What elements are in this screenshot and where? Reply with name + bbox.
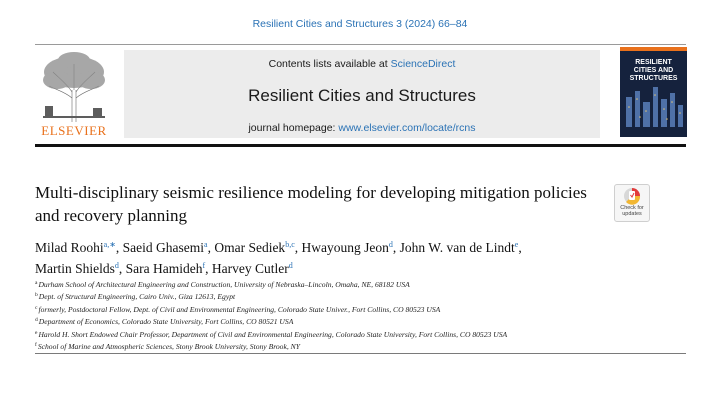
affiliation-key: f (35, 342, 37, 349)
badge-label (615, 205, 649, 217)
author-affiliation-marker[interactable]: d (288, 261, 293, 270)
author-name: John W. van de Lindt (399, 240, 515, 255)
author-affiliation-marker[interactable]: e (514, 240, 519, 249)
author-name: Martin Shields (35, 261, 115, 276)
affiliation-item (35, 328, 695, 340)
homepage-link[interactable]: www.elsevier.com/locate/rcns (338, 122, 476, 134)
cover-title-line-2: CITIES AND (633, 67, 674, 74)
affiliation-item (35, 340, 695, 352)
affiliation-list (35, 278, 695, 352)
author-5[interactable] (400, 240, 519, 255)
affiliation-item (35, 278, 695, 290)
affiliation-key: b (35, 292, 38, 299)
author-affiliation-marker[interactable]: d (388, 240, 393, 249)
affiliation-text: Harold H. Short Endowed Chair Professor, Department of Civil and Environmental Engineering, Colorado State University, Fort Collins, CO 80523 USA (38, 329, 508, 339)
check-for-updates-badge[interactable] (614, 184, 650, 222)
homepage-line (124, 122, 600, 134)
author-name: Milad Roohi (35, 240, 104, 255)
affiliation-text: Durham School of Architectural Engineering and Construction, University of Nebraska–Lincoln, Omaha, NE, 68182 USA (38, 280, 410, 289)
author-3[interactable] (214, 240, 294, 255)
cover-title-line-1: RESILIENT (635, 59, 672, 66)
header-divider (35, 144, 686, 147)
elsevier-tree-logo-icon (35, 50, 113, 124)
sciencedirect-link[interactable]: ScienceDirect (390, 58, 456, 70)
badge-label-line-1: Check for (620, 205, 644, 211)
author-4[interactable] (302, 240, 393, 255)
contents-line (124, 58, 600, 70)
author-2[interactable] (123, 240, 208, 255)
bottom-divider (35, 353, 686, 354)
affiliation-item (35, 303, 695, 315)
author-affiliation-marker[interactable]: f (202, 261, 206, 270)
affiliation-item (35, 315, 695, 327)
author-affiliation-marker[interactable]: d (114, 261, 119, 270)
affiliation-text: Dept. of Structural Engineering, Cairo Univ., Giza 12613, Egypt (38, 292, 236, 302)
affiliation-key: d (35, 317, 38, 324)
check-for-updates-icon (615, 186, 649, 206)
badge-label-line-2: updates (622, 211, 642, 217)
publisher-name: ELSEVIER (41, 123, 107, 138)
affiliation-key: e (35, 329, 38, 336)
journal-cover[interactable] (620, 47, 687, 137)
citation-link[interactable]: Resilient Cities and Structures 3 (2024) 66–84 (252, 18, 468, 30)
author-1[interactable] (35, 240, 116, 255)
author-8[interactable] (212, 261, 293, 276)
author-name: Saeid Ghasemi (122, 240, 205, 255)
contents-prefix: Contents lists available at (268, 58, 388, 70)
homepage-prefix: journal homepage: (248, 122, 336, 134)
author-name: Sara Hamideh (125, 261, 203, 276)
affiliation-text: Department of Economics, Colorado State University, Fort Collins, CO 80521 USA (38, 317, 294, 327)
author-name: Harvey Cutler (211, 261, 289, 276)
author-affiliation-marker[interactable]: a,∗ (103, 240, 116, 249)
affiliation-text: School of Marine and Atmospheric Sciences, Stony Brook University, Stony Brook, NY (37, 342, 300, 352)
author-list: Milad Roohi$^{a,∗}$, Saeid Ghasemi$^a$, Omar Sediek$^{b,c}$, Hwayoung Jeon$^d$, John W. van de Lindt$^e$, Martin Shields$^d$, Sara Hamideh$^f$, Harvey Cutler$^d$ (35, 240, 522, 276)
journal-citation[interactable] (0, 18, 720, 30)
elsevier-logo[interactable] (35, 50, 113, 140)
author-name: Hwayoung Jeon (301, 240, 389, 255)
author-6[interactable] (35, 261, 119, 276)
paper-title: Multi-disciplinary seismic resilience modeling for developing mitigation policies and recovery planning (35, 183, 587, 225)
cover-title-line-3: STRUCTURES (629, 75, 678, 82)
author-affiliation-marker[interactable]: b,c (285, 240, 295, 249)
author-affiliation-marker[interactable]: a (204, 240, 208, 249)
affiliation-key: a (35, 280, 38, 286)
top-divider (35, 44, 686, 45)
affiliation-text: formerly, Postdoctoral Fellow, Dept. of Civil and Environmental Engineering, Colorado State Univer., Fort Collins, CO 80523 USA (38, 304, 441, 314)
author-name: Omar Sediek (214, 240, 286, 255)
affiliation-item (35, 290, 695, 302)
journal-info-box (124, 50, 600, 138)
affiliation-key: c (35, 304, 38, 311)
author-7[interactable] (126, 261, 206, 276)
journal-title: Resilient Cities and Structures (248, 86, 476, 105)
journal-cover-image-icon (620, 47, 687, 137)
